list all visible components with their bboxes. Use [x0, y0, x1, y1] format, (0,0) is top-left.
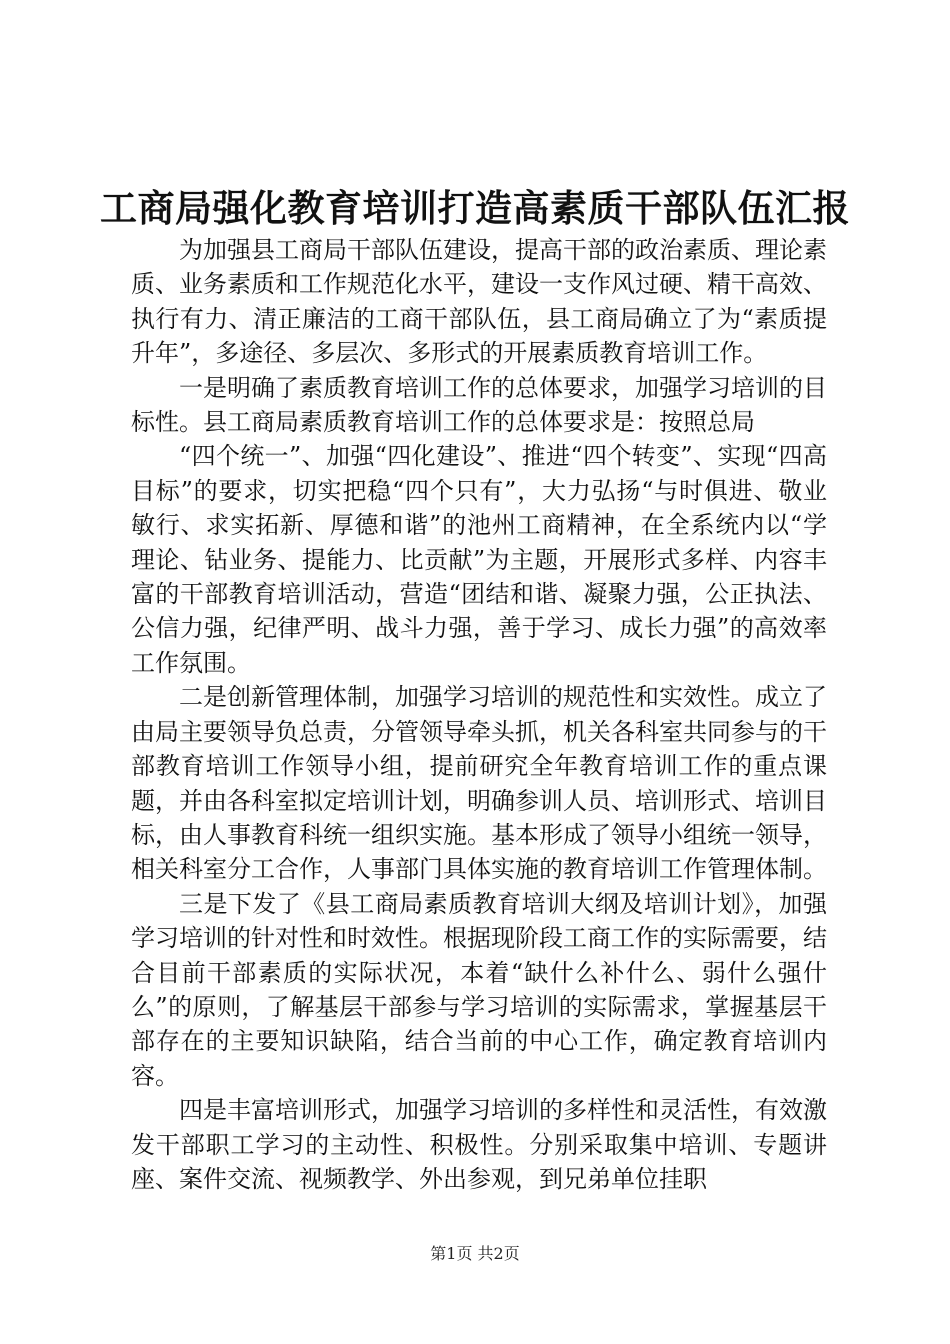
document-title: 工商局强化教育培训打造高素质干部队伍汇报 [100, 186, 850, 230]
document-body [131, 233, 827, 1196]
paragraph-point-3: 三是下发了《县工商局素质教育培训大纲及培训计划》，加强学习培训的针对性和时效性。根据现阶段工商工作的实际需要，结合目前干部素质的实际状况，本着“缺什么补什么、弱什么强什么”的原则，了解基层干部参与学习培训的实际需求，掌握基层干部存在的主要知识缺陷，结合当前的中心工作，确定教育培训内容。 [131, 889, 827, 1090]
paragraph-point-2: 二是创新管理体制，加强学习培训的规范性和实效性。成立了由局主要领导负总责，分管领导牵头抓，机关各科室共同参与的干部教育培训工作领导小组，提前研究全年教育培训工作的重点课题，并由各科室拟定培训计划，明确参训人员、培训形式、培训目标，由人事教育科统一组织实施。基本形成了领导小组统一领导，相关科室分工合作，人事部门具体实施的教育培训工作管理体制。 [131, 683, 827, 884]
paragraph-point-4: 四是丰富培训形式，加强学习培训的多样性和灵活性，有效激发干部职工学习的主动性、积极性。分别采取集中培训、专题讲座、案件交流、视频教学、外出参观，到兄弟单位挂职 [131, 1096, 827, 1193]
paragraph-point-1: 一是明确了素质教育培训工作的总体要求，加强学习培训的目标性。县工商局素质教育培训工作的总体要求是：按照总局 [131, 373, 827, 437]
paragraph-point-1-continued: “四个统一”、加强“四化建设”、推进“四个转变”、实现“四高目标”的要求，切实把稳“四个只有”，大力弘扬“与时俱进、敬业敏行、求实拓新、厚德和谐”的池州工商精神，在全系统内以“学理论、钻业务、提能力、比贡献”为主题，开展形式多样、内容丰富的干部教育培训活动，营造“团结和谐、凝聚力强，公正执法、公信力强，纪律严明、战斗力强，善于学习、成长力强”的高效率工作氛围。 [131, 442, 827, 677]
paragraph-intro: 为加强县工商局干部队伍建设，提高干部的政治素质、理论素质、业务素质和工作规范化水平，建设一支作风过硬、精干高效、执行有力、清正廉洁的工商干部队伍，县工商局确立了为“素质提升年”，多途径、多层次、多形式的开展素质教育培训工作。 [131, 236, 827, 368]
page-number-footer: 第1页 共2页 [430, 1244, 520, 1263]
